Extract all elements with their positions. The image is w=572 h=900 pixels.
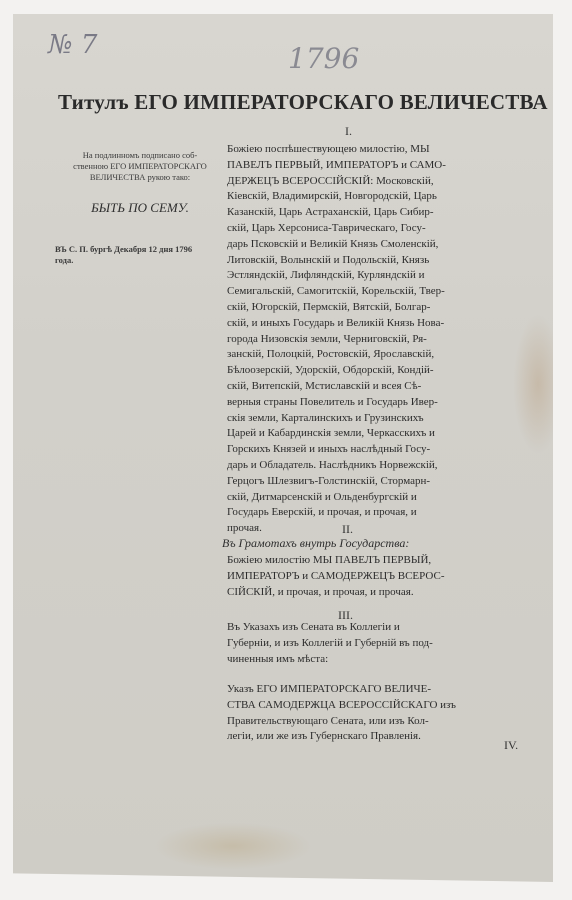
text-line: Указъ ЕГО ИМПЕРАТОРСКАГО ВЕЛИЧЕ- [227, 683, 432, 695]
date-line-text: ВЪ С. П. бургѣ Декабря 12 дня 1796 [55, 244, 193, 254]
text-line: дарь Псковскiй и Великiй Князь Смоленскiй, [227, 237, 439, 250]
text-line: скiй, Витепскiй, Мстиславскiй и всея Сѣ- [227, 379, 422, 392]
text-line: Царей и Кабардинскiя земли, Черкасскихъ и [227, 427, 435, 440]
section-2-title: Въ Грамотахъ внутрь Государства: [222, 536, 410, 550]
left-note-line: На подлинномъ подписано соб- [82, 150, 198, 160]
text-line: чиненныя имъ мѣста: [227, 652, 329, 665]
left-note [55, 150, 225, 183]
text-line: Божiею милостiю МЫ ПАВЕЛЪ ПЕРВЫЙ, [227, 554, 432, 566]
text-line: Кiевскiй, Владимирскiй, Новгородскiй, Царь [227, 190, 437, 203]
text-line: Казанскiй, Царь Астраханскiй, Царь Сибир- [227, 206, 434, 219]
left-note-line: ВЕЛИЧЕСТВА рукою тако: [89, 172, 191, 182]
text-line: скiй, и иныхъ Государь и Великiй Князь Нова- [227, 316, 445, 329]
text-line: города Низовскiя земли, Черниговскiй, Ря- [227, 332, 427, 345]
text-line: скiй, Дитмарсенскiй и Ольденбургскiй и [227, 490, 417, 503]
text-line: скiй, Югорскiй, Пермскiй, Вятскiй, Болгар- [227, 300, 431, 313]
date-line [55, 244, 230, 266]
text-line: Божiею поспѣшествующею милостiю, МЫ [227, 143, 430, 155]
section-3-decree-text [227, 682, 499, 745]
text-line: Правительствующаго Сената, или изъ Кол- [227, 714, 429, 727]
edge-stain [513, 314, 563, 454]
text-line: ПАВЕЛЪ ПЕРВЫЙ, ИМПЕРАТОРЪ и САМО- [227, 158, 446, 171]
text-line: Герцогъ Шлезвигъ-Голстинскiй, Стормарн- [227, 474, 431, 487]
text-line: Семигальскiй, Самогитскiй, Корельскiй, Твер- [227, 285, 445, 298]
text-line: ДЕРЖЕЦЪ ВСЕРОССIЙСКIЙ: Московскiй, [227, 174, 434, 187]
text-line: прочая. [227, 522, 262, 535]
text-line: Губернiи, и изъ Коллегiй и Губернiй въ под- [227, 636, 433, 649]
text-line: СIЙСКIЙ, и прочая, и прочая, и прочая. [227, 585, 414, 598]
handwritten-year: 1796 [288, 42, 360, 75]
text-line: ИМПЕРАТОРЪ и САМОДЕРЖЕЦЪ ВСЕРОС- [227, 569, 445, 582]
handwritten-number: № 7 [48, 30, 98, 60]
text-line: легiи, или же изъ Губернскаго Правленiя. [227, 730, 421, 743]
text-line: скiя земли, Карталинскихъ и Грузинскихъ [227, 411, 424, 424]
text-line: скiй, Царь Херсониса-Таврическаго, Госу- [227, 221, 426, 234]
text-line: Эстляндскiй, Лифляндскiй, Курляндскiй и [227, 269, 425, 282]
document-title: Титулъ ЕГО ИМПЕРАТОРСКАГО ВЕЛИЧЕСТВА [58, 90, 548, 114]
text-line: верныя страны Повелитель и Государь Ивер- [227, 395, 438, 408]
text-line: СТВА САМОДЕРЖЦА ВСЕРОССIЙСКАГО изъ [227, 698, 456, 711]
imperial-motto: БЫТЬ ПО СЕМУ. [91, 200, 189, 215]
section-number-4: IV. [504, 738, 519, 752]
text-line: Въ Указахъ изъ Сената въ Коллегiи и [227, 621, 400, 633]
section-number-3: III. [338, 608, 353, 622]
section-number-1: I. [345, 124, 352, 138]
section-3-text [227, 620, 499, 667]
text-line: Государь Еверскiй, и прочая, и прочая, и [227, 506, 417, 519]
section-2-text [227, 553, 499, 600]
water-stain [153, 822, 313, 870]
text-line: занскiй, Полоцкiй, Ростовскiй, Ярославскiй, [227, 348, 435, 361]
text-line: Литовскiй, Волынскiй и Подольскiй, Князь [227, 253, 430, 266]
text-line: Горскихъ Князей и иныхъ наслѣдный Госу- [227, 443, 431, 456]
date-line-text: года. [55, 255, 74, 265]
section-1-text [227, 142, 499, 537]
text-line: Бѣлоозерскiй, Удорскiй, Обдорскiй, Кондiй- [227, 364, 434, 377]
left-note-line: ственною ЕГО ИМПЕРАТОРСКАГО [73, 161, 207, 171]
section-number-2: II. [342, 522, 353, 536]
text-line: дарь и Обладатель. Наслѣдникъ Норвежскiй, [227, 458, 438, 471]
